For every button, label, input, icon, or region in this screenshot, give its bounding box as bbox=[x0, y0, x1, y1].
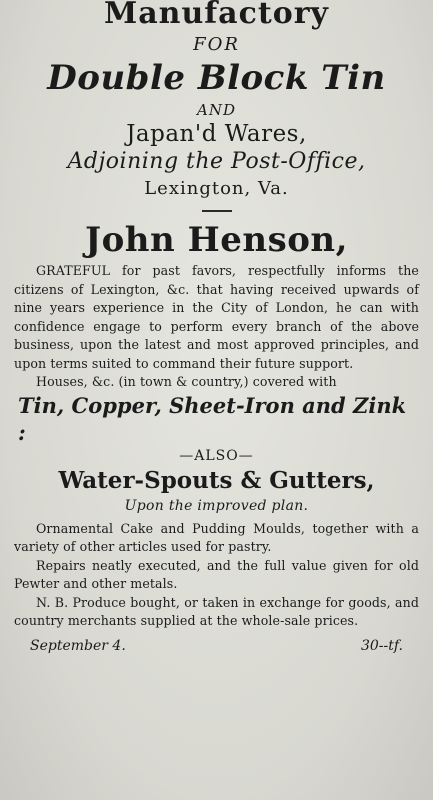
repairs-paragraph: Repairs neatly executed, and the full value given for old Pewter and other metals. bbox=[14, 557, 419, 591]
ad-location-line: Adjoining the Post-Office, bbox=[67, 149, 366, 174]
also-line: —ALSO— bbox=[179, 447, 254, 464]
ad-for-line: FOR bbox=[193, 34, 240, 55]
intro-paragraph: GRATEFUL for past favors, respectfully informs the citizens of Lexington, &c. that having received upwards of nine years experience in the City of London, he can with confidence engage to perform every branch of the above business, upon the latest and most approved principles, and upon terms suited to command their future support. bbox=[14, 263, 419, 371]
ad-and-line: AND bbox=[197, 101, 236, 119]
merchant-name: John Henson, bbox=[85, 220, 348, 260]
improved-plan-line: Upon the improved plan. bbox=[124, 497, 309, 514]
ad-product-headline: Double Block Tin bbox=[47, 58, 386, 98]
water-spouts-line: Water-Spouts & Gutters, bbox=[58, 466, 375, 494]
materials-line: Tin, Copper, Sheet-Iron and Zink : bbox=[18, 392, 407, 445]
section-divider bbox=[202, 210, 232, 212]
ad-product-secondary: Japan'd Wares, bbox=[126, 121, 307, 147]
ad-footer bbox=[14, 631, 419, 657]
ad-date: September 4. bbox=[30, 637, 126, 654]
ad-town-line: Lexington, Va. bbox=[144, 178, 289, 199]
moulds-paragraph: Ornamental Cake and Pudding Moulds, together with a variety of other articles used for pastry. bbox=[14, 520, 419, 554]
nb-paragraph: N. B. Produce bought, or taken in exchange for goods, and country merchants supplied at the whole-sale prices. bbox=[14, 594, 419, 628]
ad-title: Manufactory bbox=[104, 0, 329, 31]
houses-line: Houses, &c. (in town & country,) covered with bbox=[36, 374, 337, 389]
ad-reference: 30--tf. bbox=[360, 637, 403, 654]
